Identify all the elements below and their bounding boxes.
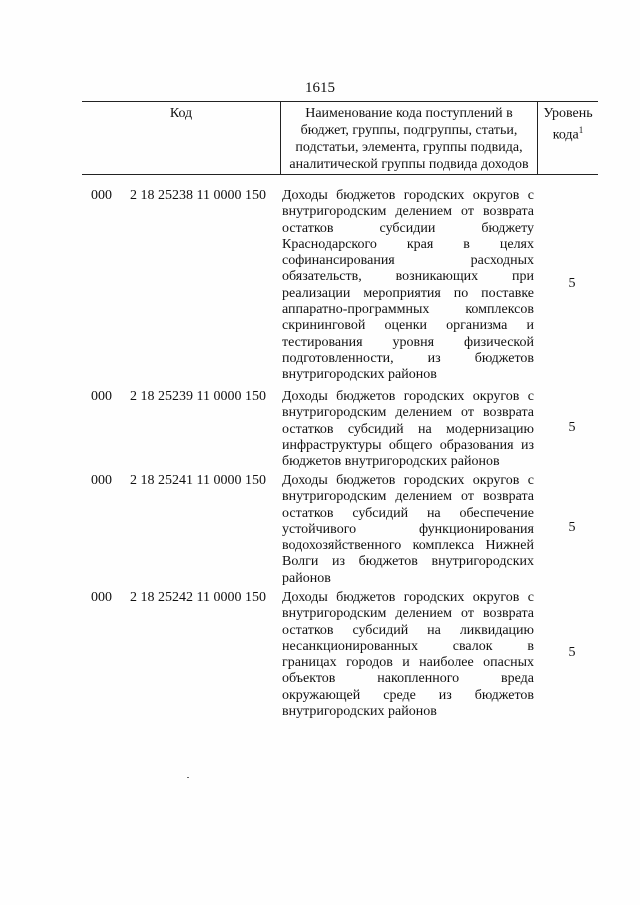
row-name-line: районов xyxy=(282,570,331,586)
table-row xyxy=(0,473,640,587)
row-name-line: остатков субсидий на модернизацию xyxy=(282,421,534,437)
row-name-line: Доходы бюджетов городских округов с xyxy=(282,590,534,605)
row-admin-code: 000 xyxy=(91,590,112,605)
row-name-line: водохозяйственного комплекса Нижней xyxy=(282,538,534,554)
row-name-line: Волги из бюджетов внутригородских xyxy=(282,554,534,570)
header-name-line: аналитической группы подвида доходов xyxy=(289,157,529,172)
header-name-line: Наименование кода поступлений в xyxy=(305,106,513,121)
row-name-line: несанкционированных свалок в xyxy=(282,638,534,654)
row-name-line: обязательств, возникающих при xyxy=(282,269,534,285)
row-name-line: остатков субсидий на ликвидацию xyxy=(282,622,534,638)
row-name xyxy=(282,188,534,384)
row-admin-code: 000 xyxy=(91,188,112,203)
table-header xyxy=(82,101,598,175)
row-income-code: 2 18 25241 11 0000 150 xyxy=(130,473,266,488)
row-name-line: внутригородским делением от возврата xyxy=(282,489,534,505)
row-name-line: подготовленности, из бюджетов xyxy=(282,350,534,366)
row-name xyxy=(282,389,534,470)
row-level: 5 xyxy=(568,419,576,435)
row-name-line: внутригородским делением от возврата xyxy=(282,204,534,220)
table-row xyxy=(0,389,640,471)
page-number: 1615 xyxy=(305,80,335,96)
table-row xyxy=(0,590,640,720)
row-name xyxy=(282,473,534,587)
row-name-line: объектов накопленного вреда xyxy=(282,671,534,687)
row-name xyxy=(282,590,534,720)
row-name-line: инфраструктуры общего образования из xyxy=(282,437,534,453)
header-level-footnote: 1 xyxy=(578,125,584,135)
row-name-line: внутригородских районов xyxy=(282,367,437,383)
row-name-line: внутригородским делением от возврата xyxy=(282,606,534,622)
row-name-line: тестирования уровня физической xyxy=(282,334,534,350)
row-admin-code: 000 xyxy=(91,473,112,488)
row-name-line: аппаратно-программных комплексов xyxy=(282,302,534,318)
header-level xyxy=(538,102,598,174)
row-name-line: устойчивого функционирования xyxy=(282,521,534,537)
row-name-line: внутригородским делением от возврата xyxy=(282,405,534,421)
row-level: 5 xyxy=(568,645,576,661)
row-income-code: 2 18 25242 11 0000 150 xyxy=(130,590,266,605)
header-code: Код xyxy=(169,106,193,121)
row-name-line: окружающей среде из бюджетов xyxy=(282,687,534,703)
header-name-line: бюджет, группы, подгруппы, статьи, xyxy=(300,123,518,138)
row-name-line: остатков субсидии бюджету xyxy=(282,220,534,236)
row-level: 5 xyxy=(568,275,576,291)
row-name-line: Краснодарского края в целях xyxy=(282,236,534,252)
row-name-line: внутригородских районов xyxy=(282,704,437,720)
header-level-text: кода xyxy=(552,127,579,143)
row-name-line: скрининговой оценки организма и xyxy=(282,318,534,334)
row-name-line: Доходы бюджетов городских округов с xyxy=(282,389,534,404)
row-name-line: реализации мероприятия по поставке xyxy=(282,285,534,301)
row-name-line: границах городов и наиболее опасных xyxy=(282,655,534,671)
row-name-line: остатков субсидий на обеспечение xyxy=(282,505,534,521)
row-name-line: Доходы бюджетов городских округов с xyxy=(282,188,534,203)
row-name-line: софинансирования расходных xyxy=(282,253,534,269)
header-name xyxy=(280,102,538,174)
table-row xyxy=(0,188,640,384)
row-income-code: 2 18 25239 11 0000 150 xyxy=(130,389,266,404)
row-admin-code: 000 xyxy=(91,389,112,404)
header-level-line2 xyxy=(538,122,598,144)
scan-speck xyxy=(187,777,189,778)
row-income-code: 2 18 25238 11 0000 150 xyxy=(130,188,266,203)
header-level-line1: Уровень xyxy=(543,106,593,121)
row-level: 5 xyxy=(568,520,576,536)
header-name-line: подстатьи, элемента, группы подвида, xyxy=(295,140,523,155)
row-name-line: Доходы бюджетов городских округов с xyxy=(282,473,534,488)
row-name-line: бюджетов внутригородских районов xyxy=(282,454,500,470)
